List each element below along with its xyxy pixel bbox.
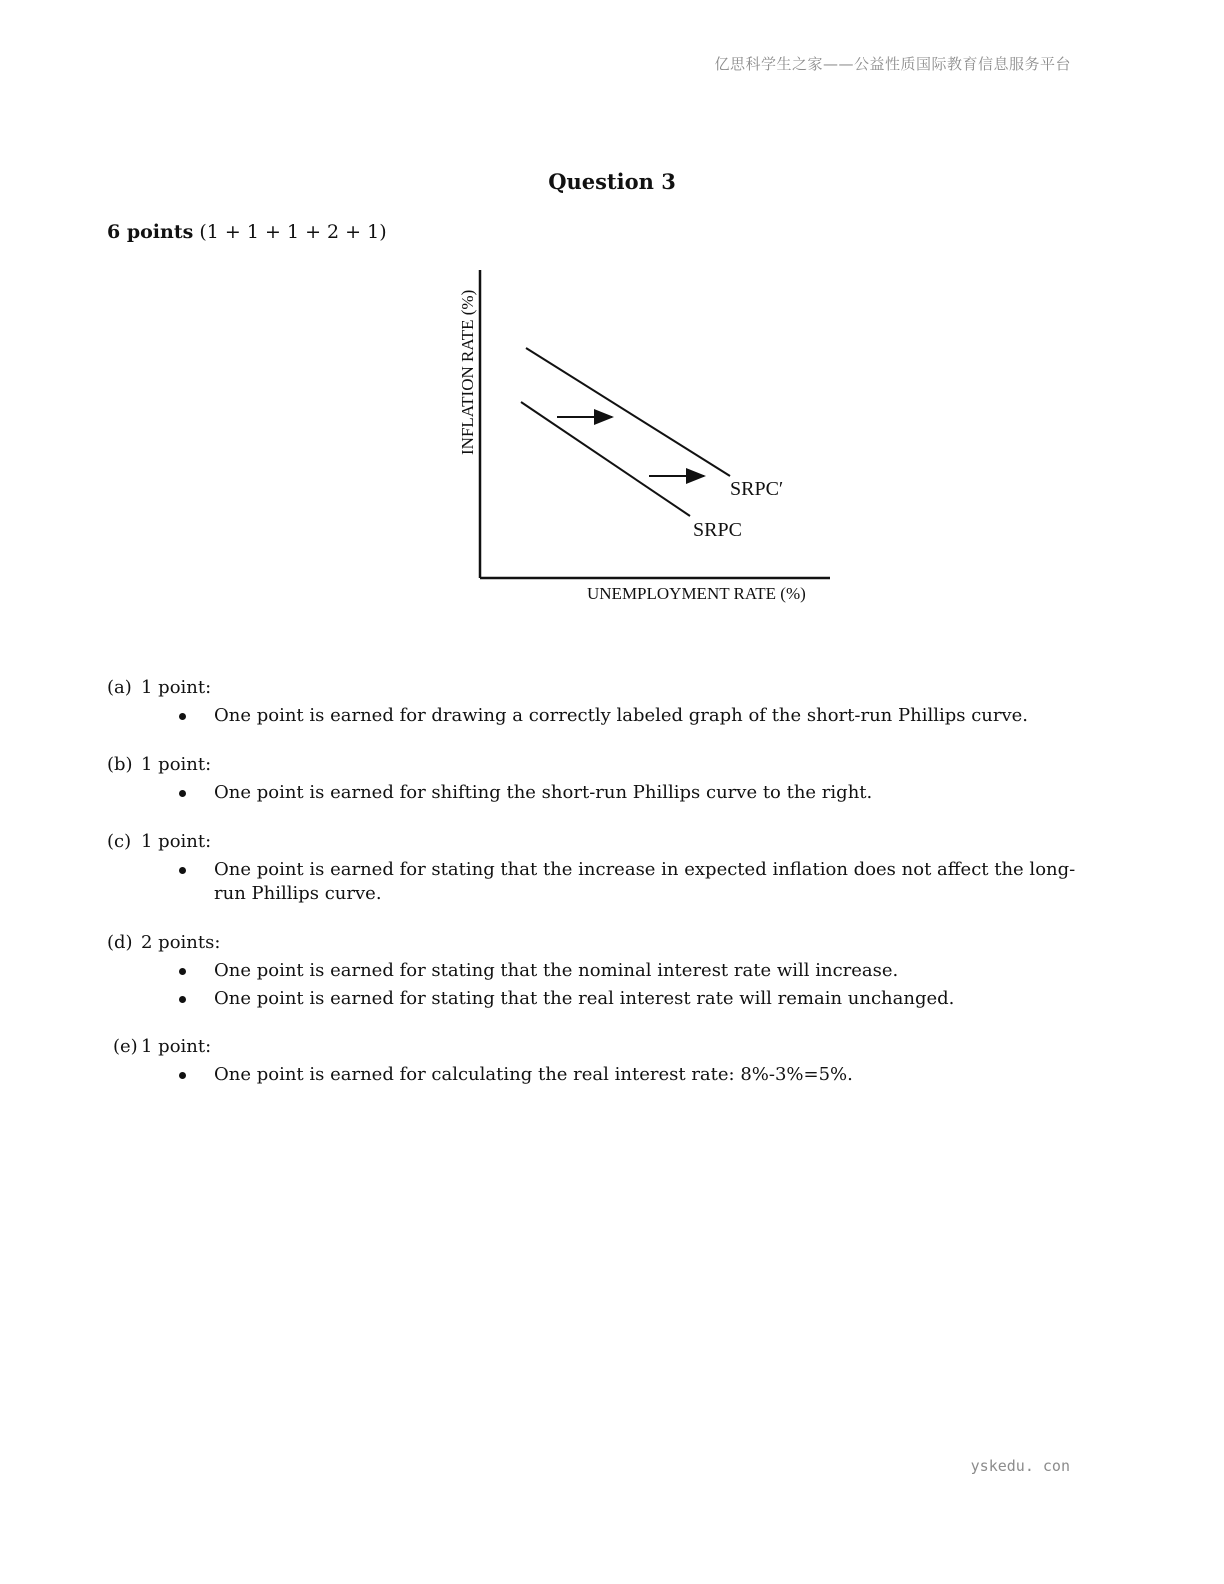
footer-watermark: yskedu. con	[970, 1457, 1070, 1475]
question-title: Question 3	[548, 169, 676, 194]
bullet-dot-icon	[179, 968, 186, 975]
bullet-item	[107, 781, 1094, 805]
bullet-text: One point is earned for stating that the increase in expected inflation does not affect the long-run Phillips curve.	[214, 859, 1076, 904]
part-points: 1 point:	[141, 677, 212, 698]
part-points: 2 points:	[141, 932, 221, 953]
part-label	[113, 1035, 1094, 1059]
bullet-list	[107, 781, 1094, 805]
srpc-original-curve	[521, 402, 690, 516]
part-label	[107, 676, 1094, 700]
header-watermark: 亿思科学生之家——公益性质国际教育信息服务平台	[714, 55, 1071, 73]
bullet-list	[107, 1063, 1094, 1087]
phillips-curve-graph	[440, 262, 840, 612]
bullet-text: One point is earned for shifting the short-run Phillips curve to the right.	[214, 782, 873, 803]
points-summary	[107, 221, 387, 243]
points-total: 6 points	[107, 221, 194, 243]
scoring-part-b	[107, 753, 1094, 809]
part-points: 1 point:	[141, 831, 212, 852]
part-points: 1 point:	[141, 754, 212, 775]
part-label	[107, 753, 1094, 777]
bullet-dot-icon	[179, 1072, 186, 1079]
bullet-item	[107, 704, 1094, 728]
bullet-dot-icon	[179, 713, 186, 720]
bullet-dot-icon	[179, 996, 186, 1003]
bullet-item	[107, 987, 1094, 1011]
srpc-shifted-curve	[526, 348, 730, 476]
x-axis-label: UNEMPLOYMENT RATE (%)	[587, 584, 806, 603]
bullet-dot-icon	[179, 867, 186, 874]
y-axis-label: INFLATION RATE (%)	[458, 289, 477, 455]
part-letter: (a)	[107, 677, 132, 698]
points-breakdown: (1 + 1 + 1 + 2 + 1)	[193, 221, 387, 243]
bullet-item	[107, 1063, 1094, 1087]
bullet-dot-icon	[179, 790, 186, 797]
bullet-list	[107, 858, 1094, 906]
bullet-text: One point is earned for stating that the nominal interest rate will increase.	[214, 960, 899, 981]
part-letter: (e)	[113, 1036, 138, 1057]
part-letter: (b)	[107, 754, 133, 775]
part-label	[107, 830, 1094, 854]
bullet-text: One point is earned for calculating the real interest rate: 8%-3%=5%.	[214, 1064, 853, 1085]
srpc-original-label: SRPC	[693, 519, 742, 541]
bullet-item	[107, 858, 1094, 906]
part-label	[107, 931, 1094, 955]
bullet-list	[107, 959, 1094, 1011]
bullet-list	[107, 704, 1094, 728]
bullet-text: One point is earned for stating that the real interest rate will remain unchanged.	[214, 988, 955, 1009]
scoring-part-c	[107, 830, 1094, 910]
part-letter: (d)	[107, 932, 133, 953]
bullet-item	[107, 959, 1094, 983]
bullet-text: One point is earned for drawing a correctly labeled graph of the short-run Phillips curve.	[214, 705, 1029, 726]
scoring-part-a	[107, 676, 1094, 732]
srpc-shifted-label: SRPC′	[730, 478, 784, 500]
scoring-part-d	[107, 931, 1094, 1015]
part-letter: (c)	[107, 831, 132, 852]
scoring-part-e	[113, 1035, 1094, 1091]
part-points: 1 point:	[141, 1036, 212, 1057]
